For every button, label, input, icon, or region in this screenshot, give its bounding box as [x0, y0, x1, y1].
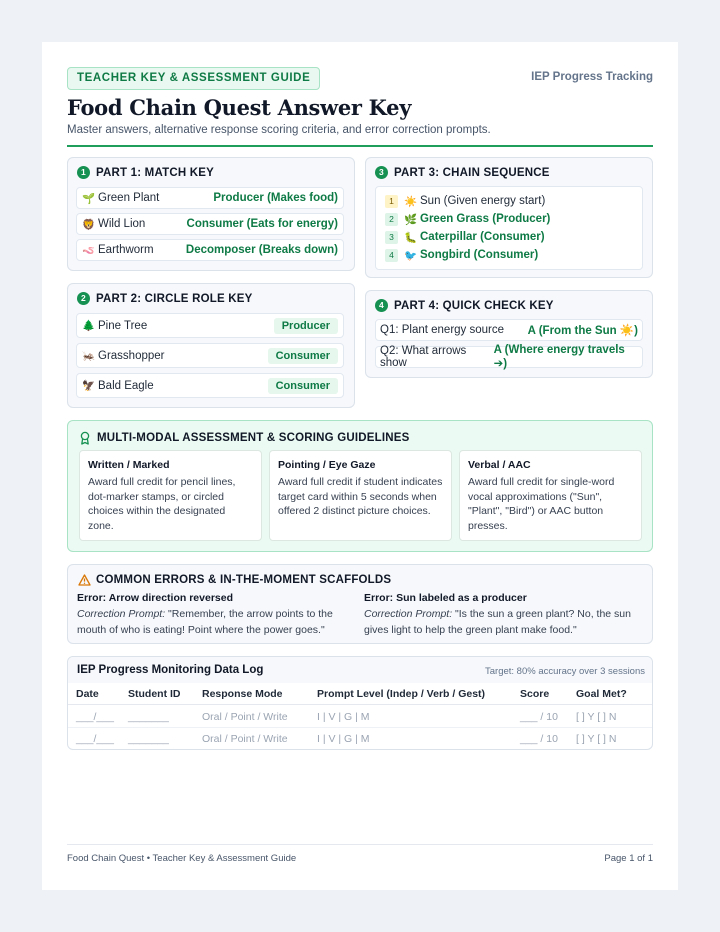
errors-heading — [78, 574, 391, 586]
error-body — [364, 607, 634, 638]
step-text: Songbird (Consumer) — [420, 249, 539, 261]
prompt-level-cell[interactable]: I | V | G | M — [317, 733, 370, 745]
guide-badge: TEACHER KEY & ASSESSMENT GUIDE — [67, 67, 320, 90]
quick-check-question: Q1: Plant energy source — [380, 324, 505, 336]
sun-icon: ☀️ — [404, 195, 418, 208]
sequence-step — [385, 211, 550, 227]
part1-card — [67, 157, 355, 271]
correction-prompt-text: "Remember, the arrow points to the mouth of who is eating! Point where the power goes." — [77, 608, 333, 636]
assessment-column-heading: Written / Marked — [88, 459, 170, 471]
error-item — [77, 592, 347, 638]
date-cell[interactable]: ___/___ — [76, 711, 114, 723]
step-number: 1 — [385, 195, 398, 208]
data-log-header — [68, 657, 653, 683]
page-subtitle: Master answers, alternative response scoring criteria, and error correction prompts. — [67, 124, 491, 136]
part2-heading — [77, 292, 252, 305]
data-log-columns — [68, 683, 653, 705]
sequence-box — [375, 186, 643, 270]
part1-number: 1 — [77, 166, 90, 179]
quick-check-answer: A (Where energy travels ➔) — [493, 344, 625, 370]
part3-card — [365, 157, 653, 278]
data-log-title: IEP Progress Monitoring Data Log — [77, 664, 264, 676]
eagle-icon: 🦅 — [82, 380, 96, 392]
warning-icon — [78, 574, 91, 586]
tracking-label: IEP Progress Tracking — [531, 71, 653, 83]
title-divider — [67, 145, 653, 147]
part1-row — [76, 187, 344, 209]
role-pill: Consumer — [268, 348, 338, 364]
assessment-column-body: Award full credit for pencil lines, dot-marker stamps, or circled choices within the designated zone. — [88, 476, 236, 532]
assessment-column — [79, 450, 262, 541]
part2-number: 2 — [77, 292, 90, 305]
pine-tree-icon: 🌲 — [82, 320, 96, 332]
assessment-heading — [78, 431, 410, 445]
part4-title: PART 4: QUICK CHECK KEY — [394, 299, 554, 312]
part4-heading — [375, 299, 554, 312]
error-heading: Error: Arrow direction reversed — [77, 592, 233, 604]
step-text: Green Grass (Producer) — [420, 213, 551, 225]
correction-prompt-label: Correction Prompt: — [77, 608, 166, 620]
part1-row — [76, 239, 344, 261]
prompt-level-cell[interactable]: I | V | G | M — [317, 711, 370, 723]
column-header: Score — [520, 688, 550, 700]
part2-row — [76, 343, 344, 368]
student-id-cell[interactable]: _______ — [128, 733, 169, 745]
quick-check-row — [375, 319, 643, 341]
part1-row-label: Green Plant — [98, 192, 160, 204]
part2-title: PART 2: CIRCLE ROLE KEY — [96, 292, 253, 305]
role-pill: Consumer — [268, 378, 338, 394]
assessment-column-heading: Verbal / AAC — [468, 459, 531, 471]
quick-check-question: Q2: What arrows show — [380, 345, 467, 369]
assessment-column — [459, 450, 642, 541]
response-mode-cell[interactable]: Oral / Point / Write — [202, 733, 288, 745]
assessment-column-body: Award full credit if student indicates target card within 5 seconds when offered 2 distinct picture choices. — [278, 476, 443, 517]
correction-prompt-text: "Is the sun a green plant? No, the sun gives light to help the green plant make food." — [364, 608, 631, 636]
assessment-column-heading: Pointing / Eye Gaze — [278, 459, 376, 471]
errors-title: COMMON ERRORS & IN-THE-MOMENT SCAFFOLDS — [96, 574, 392, 586]
column-header: Student ID — [128, 688, 181, 700]
bird-icon: 🐦 — [404, 249, 418, 262]
part1-row — [76, 213, 344, 235]
assessment-panel — [67, 420, 653, 552]
score-cell[interactable]: ___ / 10 — [520, 733, 558, 745]
seedling-icon: 🌱 — [82, 192, 96, 205]
part1-title: PART 1: MATCH KEY — [96, 166, 214, 179]
column-header: Date — [76, 688, 99, 700]
quick-check-answer: A (From the Sun ☀️) — [527, 325, 638, 337]
part3-heading — [375, 166, 550, 179]
part3-number: 3 — [375, 166, 388, 179]
data-log-table — [67, 656, 653, 750]
document-page — [42, 42, 678, 890]
ribbon-icon — [78, 431, 92, 445]
step-number: 2 — [385, 213, 398, 226]
part1-row-answer: Producer (Makes food) — [213, 192, 338, 204]
step-number: 4 — [385, 249, 398, 262]
lion-icon: 🦁 — [82, 218, 96, 231]
score-cell[interactable]: ___ / 10 — [520, 711, 558, 723]
table-row — [68, 728, 653, 750]
part1-row-answer: Consumer (Eats for energy) — [186, 218, 338, 230]
error-item — [364, 592, 634, 638]
part2-row-label: Pine Tree — [98, 319, 148, 332]
error-body — [77, 607, 347, 638]
sequence-step — [385, 193, 545, 209]
page-title: Food Chain Quest Answer Key — [67, 95, 412, 120]
part2-row — [76, 373, 344, 398]
error-heading: Error: Sun labeled as a producer — [364, 592, 527, 604]
assessment-column-body: Award full credit for single-word vocal approximations ("Sun", "Plant", "Bird") or AAC button presses. — [468, 476, 615, 532]
part2-row-label: Grasshopper — [98, 349, 165, 362]
footer-left: Food Chain Quest • Teacher Key & Assessment Guide — [67, 853, 297, 864]
part3-title: PART 3: CHAIN SEQUENCE — [394, 166, 550, 179]
step-number: 3 — [385, 231, 398, 244]
column-header: Response Mode — [202, 688, 283, 700]
part1-row-label: Wild Lion — [98, 218, 146, 230]
data-log-target: Target: 80% accuracy over 3 sessions — [485, 666, 645, 677]
column-header: Prompt Level (Indep / Verb / Gest) — [317, 688, 486, 700]
part4-card — [365, 290, 653, 378]
student-id-cell[interactable]: _______ — [128, 711, 169, 723]
part2-row — [76, 313, 344, 338]
table-row — [68, 706, 653, 728]
part1-row-answer: Decomposer (Breaks down) — [185, 244, 338, 256]
part4-number: 4 — [375, 299, 388, 312]
caterpillar-icon: 🐛 — [404, 231, 418, 244]
date-cell[interactable]: ___/___ — [76, 733, 114, 745]
footer-page-number: Page 1 of 1 — [604, 853, 653, 864]
worm-icon: 🪱 — [82, 244, 96, 257]
step-text: Sun (Given energy start) — [420, 195, 546, 207]
assessment-title: MULTI-MODAL ASSESSMENT & SCORING GUIDELINES — [97, 432, 410, 444]
sequence-step — [385, 229, 545, 245]
assessment-column — [269, 450, 452, 541]
correction-prompt-label: Correction Prompt: — [364, 608, 453, 620]
sequence-step — [385, 247, 538, 263]
response-mode-cell[interactable]: Oral / Point / Write — [202, 711, 288, 723]
part2-card — [67, 283, 355, 408]
goal-met-cell[interactable]: [ ] Y [ ] N — [576, 711, 617, 723]
goal-met-cell[interactable]: [ ] Y [ ] N — [576, 733, 617, 745]
errors-panel — [67, 564, 653, 644]
step-text: Caterpillar (Consumer) — [420, 231, 545, 243]
quick-check-row — [375, 346, 643, 368]
part1-row-label: Earthworm — [98, 244, 154, 256]
column-header: Goal Met? — [576, 688, 627, 700]
role-pill: Producer — [274, 318, 338, 334]
part2-row-label: Bald Eagle — [98, 379, 154, 392]
part1-heading — [77, 166, 214, 179]
footer-divider — [67, 844, 653, 845]
grass-icon: 🌿 — [404, 213, 418, 226]
grasshopper-icon: 🦗 — [82, 350, 96, 362]
